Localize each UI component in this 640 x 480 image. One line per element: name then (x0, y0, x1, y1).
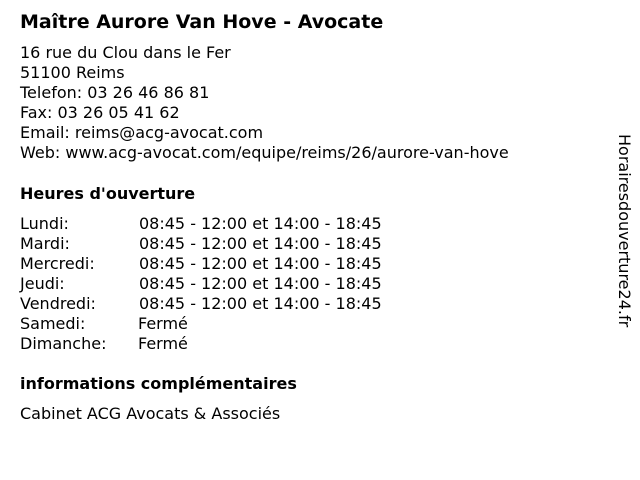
fax-number: Fax: 03 26 05 41 62 (20, 103, 180, 122)
day-label: Dimanche: (20, 334, 107, 353)
hours-value: 08:45 - 12:00 et 14:00 - 18:45 (139, 274, 382, 293)
brand-watermark: Horairesdouverture24.fr (615, 134, 634, 328)
email-address: Email: reims@acg-avocat.com (20, 123, 264, 142)
page-title: Maître Aurore Van Hove - Avocate (20, 11, 384, 33)
day-label: Samedi: (20, 314, 86, 333)
day-label: Vendredi: (20, 294, 96, 313)
hours-value: 08:45 - 12:00 et 14:00 - 18:45 (139, 214, 382, 233)
hours-row-saturday (20, 314, 440, 334)
address-block (20, 43, 509, 163)
additional-info-heading: informations complémentaires (20, 374, 297, 393)
hours-value: 08:45 - 12:00 et 14:00 - 18:45 (139, 294, 382, 313)
hours-row-thursday (20, 274, 440, 294)
hours-row-monday (20, 214, 440, 234)
hours-row-friday (20, 294, 440, 314)
day-label: Mardi: (20, 234, 70, 253)
opening-hours-table (20, 214, 440, 354)
hours-row-sunday (20, 334, 440, 354)
street-address: 16 rue du Clou dans le Fer (20, 43, 231, 62)
additional-info-text: Cabinet ACG Avocats & Associés (20, 404, 281, 423)
city-address: 51100 Reims (20, 63, 125, 82)
day-label: Lundi: (20, 214, 69, 233)
hours-value: 08:45 - 12:00 et 14:00 - 18:45 (139, 234, 382, 253)
opening-hours-heading: Heures d'ouverture (20, 184, 196, 203)
day-label: Mercredi: (20, 254, 95, 273)
hours-row-tuesday (20, 234, 440, 254)
day-label: Jeudi: (20, 274, 65, 293)
website-address: Web: www.acg-avocat.com/equipe/reims/26/aurore-van-hove (20, 143, 509, 162)
hours-value: Fermé (138, 314, 188, 333)
hours-value: Fermé (138, 334, 188, 353)
hours-value: 08:45 - 12:00 et 14:00 - 18:45 (139, 254, 382, 273)
hours-row-wednesday (20, 254, 440, 274)
phone-number: Telefon: 03 26 46 86 81 (20, 83, 210, 102)
